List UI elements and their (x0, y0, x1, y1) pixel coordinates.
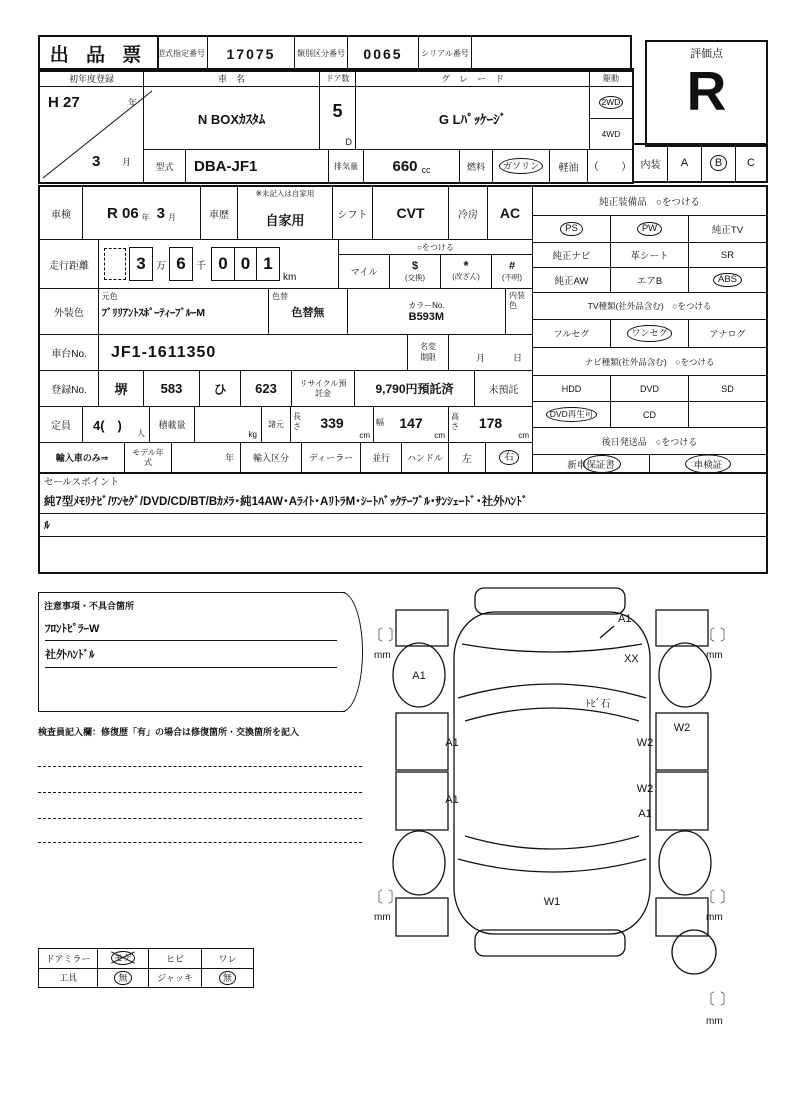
name-change-label: 名変期限 (420, 342, 436, 362)
notes-box (38, 592, 345, 712)
plate-class: 583 (160, 381, 183, 396)
score-label: 評価点 (690, 48, 723, 60)
bracket-open-bottom-left: 〔 (368, 889, 384, 906)
shift-value: CVT (396, 205, 425, 221)
spec-label: 諸元 (268, 420, 284, 429)
sales-point-line1: 純7型ﾒﾓﾘﾅﾋﾞ/ﾜﾝｾｸﾞ/DVD/CD/BT/Bｶﾒﾗ･純14AW･Aﾗｲﾄ･AﾘﾄﾗM･ｼｰﾄﾊﾞｯｸﾃｰﾌﾞﾙ･ｻﾝｼｪｰﾄﾞ･社外ﾊﾝﾄﾞ (44, 495, 528, 508)
wheel-rear-right (659, 831, 711, 895)
mileage-dollar-note: (交換) (405, 273, 425, 282)
mm-top-right: mm (706, 650, 723, 661)
car-body-outline (454, 612, 650, 934)
plate-kana: ひ (213, 382, 227, 397)
tool-label: 工具 (58, 973, 77, 984)
tool-none-b: 無 (219, 971, 236, 985)
history-note: ※未記入は自家用 (255, 188, 315, 198)
shaken-label: 車検 (51, 209, 71, 221)
registration-doc-label: 車検証 (693, 459, 723, 471)
first-reg-month-suffix: 月 (122, 157, 132, 167)
odometer-sen-label: 千 (196, 260, 206, 272)
tv-analog: アナログ (709, 329, 746, 339)
mirror-label: ドアミラー (45, 953, 91, 964)
mark-a1-front-left-wheel: A1 (412, 670, 426, 682)
recycle-paid: 9,790円預託済 (375, 382, 454, 396)
handle-left: 左 (462, 454, 472, 465)
panel-front-door-left (396, 713, 448, 770)
drive-2wd: 2WD (599, 96, 624, 109)
width-unit: cm (434, 431, 445, 440)
history-label: 車歴 (209, 209, 229, 221)
mark-a1-left-rear-door: A1 (445, 794, 459, 806)
tv-fullseg: フルセグ (553, 329, 590, 339)
doors-value: 5 (332, 101, 343, 121)
mm-bottom-right: mm (706, 912, 723, 923)
fuel-diesel: 軽油 (558, 162, 579, 174)
color-change-value: 色替無 (291, 307, 325, 319)
load-label: 積載量 (158, 420, 186, 430)
height-unit: cm (518, 431, 529, 440)
grade-value: G Lﾊﾟｯｹｰｼﾞ (438, 111, 507, 127)
first-reg-year-suffix: 年 (127, 98, 137, 108)
equip-navi: 純正ナビ (552, 251, 591, 262)
equip-pw: PW (637, 222, 662, 237)
mm-far-bottom: mm (706, 1016, 723, 1027)
mileage-star-note: (改ざん) (452, 271, 480, 281)
fuel-label: 燃料 (466, 161, 485, 172)
mark-xx: XX (624, 653, 639, 665)
shaken-year-suffix: 年 (141, 213, 150, 222)
ac-value: AC (499, 205, 521, 221)
later-ship-header: 後日発送品 ○をつける (601, 436, 698, 447)
odometer-digit-2: 0 (234, 247, 258, 281)
recycle-label: リサイクル預託金 (299, 378, 347, 398)
windshield-top-line (458, 684, 646, 698)
first-reg-cell (40, 87, 143, 182)
capacity-unit: 人 (137, 429, 145, 438)
rear-window-bottom-line (458, 859, 646, 872)
load-unit: kg (248, 430, 257, 439)
length-label: 長さ (293, 412, 301, 431)
mirror-moge: モゲ (111, 951, 135, 965)
odometer-box-empty (104, 248, 126, 280)
equip-leather: 革シート (630, 251, 669, 262)
mark-w2-right-rear: W2 (636, 783, 654, 795)
doors-unit: D (345, 137, 352, 147)
inspector-line-1 (38, 766, 362, 767)
equip-aw: 純正AW (554, 276, 589, 287)
odometer-digit-3: 1 (256, 247, 280, 281)
notes-line1: ﾌﾛﾝﾄﾋﾟﾗｰW (45, 623, 100, 635)
form-title: 出 品 票 (49, 45, 148, 66)
navi-sd: SD (721, 383, 734, 394)
displacement-unit: cc (421, 165, 431, 175)
sales-point-label: セールスポイント (44, 477, 120, 488)
navi-type-header: ナビ種類(社外品含む) ○をつける (584, 356, 715, 367)
width-label: 幅 (376, 418, 384, 427)
panel-rear-door-left (396, 772, 448, 830)
mark-w1-rear: W1 (543, 896, 561, 908)
car-name-header: 車 名 (144, 70, 320, 86)
warranty-label: 新車保証書 (567, 459, 615, 471)
header-strip (155, 35, 632, 72)
odometer-man-label: 万 (156, 260, 166, 272)
drive-4wd: 4WD (601, 129, 621, 139)
bracket-open-top-left: 〔 (368, 627, 384, 644)
first-reg-month: 3 (92, 153, 101, 170)
interior-grade-row (632, 143, 768, 183)
import-parallel: 並行 (371, 453, 390, 463)
fuel-other-paren: （ ） (588, 161, 632, 173)
condition-table (38, 948, 254, 988)
recycle-unpaid: 未預託 (488, 385, 519, 396)
mileage-circle-header: ○をつける (339, 240, 532, 255)
model-year-suffix: 年 (224, 453, 234, 463)
mileage-mile: マイル (350, 267, 378, 277)
bracket-close-top-right: 〕 (720, 627, 736, 644)
panel-rear-door-right (656, 772, 708, 830)
serial-label: シリアル番号 (421, 49, 469, 58)
bracket-open-far-bottom: 〔 (700, 991, 716, 1008)
bracket-open-top-right: 〔 (700, 627, 716, 644)
original-color-label: 元色 (101, 292, 118, 301)
height-value: 178 (478, 415, 503, 431)
inspector-line-2 (38, 792, 362, 793)
bracket-close-bottom-right: 〕 (720, 889, 736, 906)
width-value: 147 (399, 415, 423, 431)
windshield-bottom-line (465, 708, 639, 721)
navi-dvd: DVD (639, 383, 659, 394)
tv-oneseg: ワンセグ (627, 325, 671, 341)
mileage-label: 走行距離 (49, 260, 89, 272)
mark-w2-right-outer: W2 (673, 722, 691, 734)
model-code-value: 17075 (226, 45, 276, 62)
mirror-ware: ワレ (218, 953, 237, 964)
mileage-star: * (463, 258, 469, 274)
color-no-value: B593M (408, 311, 445, 323)
navi-empty-cell (689, 402, 766, 427)
displacement-value: 660 (392, 157, 418, 175)
bracket-open-bottom-right: 〔 (700, 889, 716, 906)
mark-stone-chip: ﾄﾋﾞ石 (585, 699, 611, 710)
odometer-digit-1: 0 (211, 247, 235, 281)
inspector-line-4 (38, 842, 362, 843)
handle-label: ハンドル (406, 453, 443, 463)
notes-header: 注意事項・不具合箇所 (44, 601, 135, 611)
equip-airbag: エアB (636, 276, 663, 287)
notes-box-curve (342, 592, 363, 712)
equip-abs: ABS (713, 273, 742, 288)
length-value: 339 (320, 415, 344, 431)
mm-bottom-left: mm (374, 912, 391, 923)
inspector-line-3 (38, 818, 362, 819)
sales-point-box (38, 470, 768, 574)
car-name-value: N BOXｶｽﾀﾑ (197, 111, 266, 127)
main-table (38, 185, 768, 474)
interior-grade-c: C (747, 157, 755, 169)
front-bumper (475, 588, 625, 614)
equip-sr: SR (720, 249, 735, 261)
equipment-header: 純正装備品 ○をつける (599, 197, 700, 208)
plate-label: 登録No. (51, 385, 87, 396)
handle-right: 右 (499, 450, 519, 466)
import-division-label: 輸入区分 (252, 453, 289, 463)
mirror-hibi: ヒビ (165, 953, 184, 964)
original-color-value: ﾌﾞﾘﾘｱﾝﾄｽﾎﾟｰﾃｨｰﾌﾞﾙｰM (101, 307, 205, 319)
shaken-month-suffix: 月 (168, 213, 177, 222)
panel-rear-fender-left (396, 898, 448, 936)
interior-grade-b: B (710, 155, 727, 172)
chassis-value: JF1-1611350 (111, 343, 217, 361)
a1-leader-line (600, 626, 614, 638)
height-label: 高さ (451, 412, 459, 431)
model-code-label: 型式指定番号 (157, 49, 205, 58)
tool-none-a: 無 (114, 971, 131, 985)
doors-header: ドア数 (320, 70, 356, 86)
bracket-close-far-bottom: 〕 (720, 991, 736, 1008)
model-value: DBA-JF1 (194, 157, 258, 175)
shaken-month: 3 (156, 204, 166, 222)
odometer-digit-man: 3 (129, 247, 153, 281)
plate-number: 623 (255, 381, 277, 396)
serial-value-empty (472, 37, 630, 70)
car-diagram (362, 580, 764, 1032)
vehicle-info-table (38, 68, 634, 184)
grade-header: グ レ ー ド (356, 70, 590, 86)
capacity-value: 4( ) (93, 418, 122, 433)
mileage-hash: # (508, 260, 516, 272)
inspector-header: 検査員記入欄：修復歴「有」の場合は修復箇所・交換箇所を記入 (38, 727, 300, 737)
mark-a1-right-rear: A1 (638, 808, 652, 820)
drive-header: 駆動 (603, 73, 619, 83)
interior-label: 内装 (640, 159, 661, 171)
odometer-digit-sen: 6 (169, 247, 193, 281)
navi-hdd: HDD (561, 383, 582, 394)
length-unit: cm (359, 431, 370, 440)
mileage-dollar: $ (411, 260, 419, 272)
tv-type-header: TV種類(社外品含む) ○をつける (587, 301, 712, 311)
color-change-label: 色替 (272, 292, 289, 301)
fuel-gasoline: ガソリン (499, 158, 543, 174)
equip-tv: 純正TV (711, 225, 744, 236)
capacity-label: 定員 (51, 421, 71, 432)
model-year-label: モデル年式 (132, 447, 164, 467)
shift-label: シフト (337, 209, 368, 221)
mileage-hash-note: (不明) (502, 273, 522, 282)
interior-grade-a: A (680, 157, 689, 169)
sales-point-line2: ﾙ (44, 520, 50, 532)
bracket-close-bottom-left: 〕 (388, 889, 404, 906)
import-dealer: ディーラー (308, 453, 354, 463)
hood-line (462, 644, 642, 652)
displacement-label: 排気量 (334, 161, 358, 171)
chassis-label: 車台No. (51, 349, 87, 360)
model-label: 型式 (155, 161, 174, 172)
tool-jack: ジャッキ (157, 973, 193, 984)
name-change-month: 月 (475, 353, 485, 363)
interior-color-label: 内装色 (509, 291, 526, 310)
history-value: 自家用 (265, 212, 305, 228)
class-code-value: 0065 (363, 45, 403, 62)
wheel-front-right (659, 643, 711, 707)
ext-color-label: 外装色 (53, 308, 84, 319)
score-box (645, 40, 768, 147)
navi-dvd-play: DVD再生可 (546, 407, 597, 422)
rear-window-top-line (465, 836, 639, 849)
color-no-label: カラーNo. (408, 301, 445, 310)
panel-front-fender-left (396, 610, 448, 646)
equip-ps: PS (560, 222, 583, 237)
navi-cd: CD (643, 409, 656, 420)
mark-a1-front-right: A1 (618, 613, 632, 625)
wheel-rear-left (393, 831, 445, 895)
plate-region: 堺 (114, 382, 128, 397)
ac-label: 冷房 (458, 209, 478, 221)
notes-line2: 社外ﾊﾝﾄﾞﾙ (45, 649, 95, 661)
form-title-box (38, 35, 159, 72)
odometer-unit: km (283, 272, 297, 283)
mark-w2-right-door: W2 (636, 737, 654, 749)
name-change-day: 日 (512, 353, 522, 363)
sales-point-blank (40, 537, 766, 572)
import-only-label: 輸入車のみ⇒ (55, 453, 109, 463)
mm-top-left: mm (374, 650, 391, 661)
mark-a1-left-door: A1 (445, 737, 459, 749)
class-code-label: 類別区分番号 (297, 49, 345, 58)
first-reg-era: H 27 (48, 94, 80, 111)
shaken-era: R 06 (106, 204, 139, 222)
score-value: R (686, 60, 727, 122)
bracket-close-top-left: 〕 (388, 627, 404, 644)
first-reg-label: 初年度登録 (40, 70, 143, 87)
